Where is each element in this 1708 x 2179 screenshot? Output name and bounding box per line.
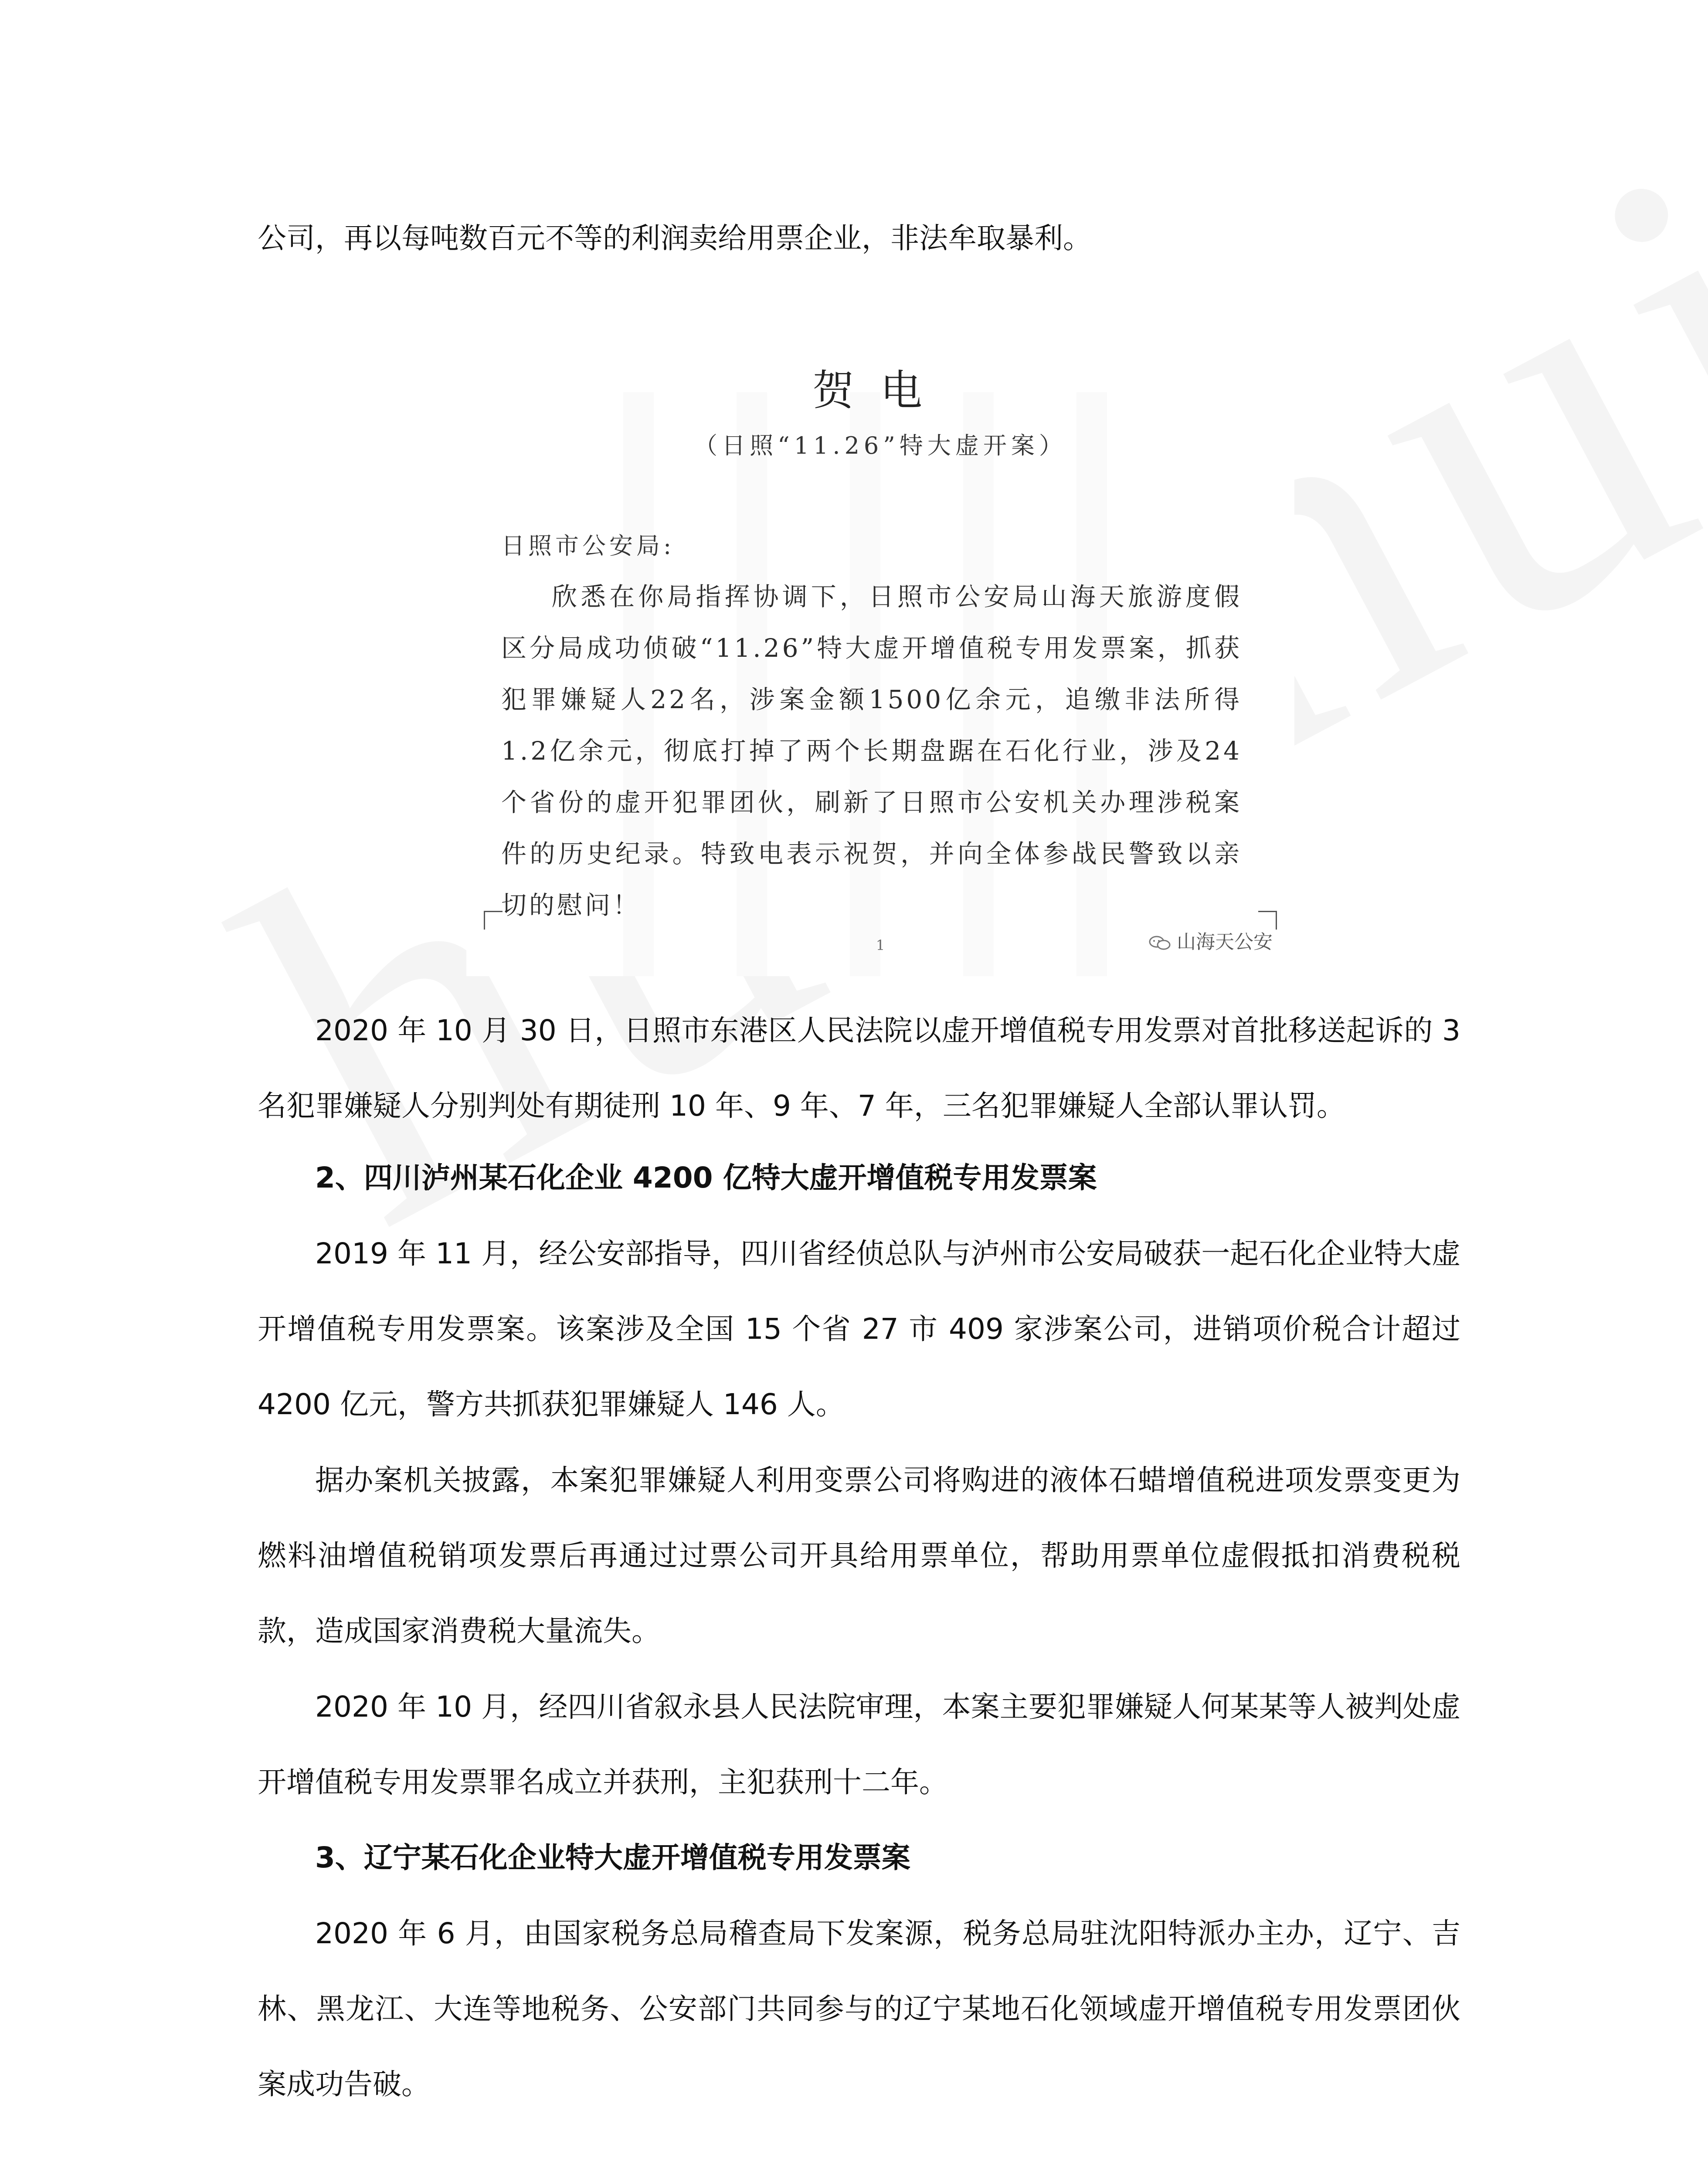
- telegram-source-label: 山海天公安: [1177, 931, 1273, 953]
- case2-paragraph-3: 2020 年 10 月，经四川省叙永县人民法院审理，本案主要犯罪嫌疑人何某某等人被判处虚开增值税专用发票罪名成立并获刑，主犯获刑十二年。: [258, 1690, 1460, 1799]
- section-heading-3: 3、辽宁某石化企业特大虚开增值税专用发票案: [315, 1841, 910, 1874]
- wechat-icon: [1148, 935, 1171, 951]
- intro-tail-paragraph: 公司，再以每吨数百元不等的利润卖给用票企业，非法牟取暴利。: [258, 221, 1092, 255]
- telegram-recipient: 日照市公安局:: [501, 532, 675, 560]
- case2-paragraph-1: 2019 年 11 月，经公安部指导，四川省经侦总队与泸州市公安局破获一起石化企业特大虚开增值税专用发票案。该案涉及全国 15 个省 27 市 409 家涉案公司，进销项价税合计超过 4200 亿元，警方共抓获犯罪嫌疑人 146 人。: [258, 1237, 1460, 1421]
- telegram-image: [466, 340, 1294, 976]
- telegram-page-number: 1: [876, 937, 885, 954]
- case2-paragraph-2: 据办案机关披露，本案犯罪嫌疑人利用变票公司将购进的液体石蜡增值税进项发票变更为燃料油增值税销项发票后再通过过票公司开具给用票单位，帮助用票单位虚假抵扣消费税税款，造成国家消费税大量流失。: [258, 1463, 1460, 1648]
- telegram-source: [1148, 926, 1273, 954]
- verdict-paragraph: 2020 年 10 月 30 日，日照市东港区人民法院以虚开增值税专用发票对首批移送起诉的 3 名犯罪嫌疑人分别判处有期徒刑 10 年、9 年、7 年，三名犯罪嫌疑人全部认罪认罚。: [258, 1014, 1460, 1123]
- corner-mark: [484, 911, 503, 930]
- case3-paragraph-1: 2020 年 6 月，由国家税务总局稽查局下发案源，税务总局驻沈阳特派办主办，辽宁、吉林、黑龙江、大连等地税务、公安部门共同参与的辽宁某地石化领域虚开增值税专用发票团伙案成功告破。: [258, 1917, 1460, 2101]
- telegram-title: 贺电: [812, 366, 948, 415]
- section-heading-2: 2、四川泸州某石化企业 4200 亿特大虚开增值税专用发票案: [315, 1161, 1097, 1195]
- telegram-subtitle: （日照“11.26”特大虚开案）: [694, 432, 1067, 459]
- telegram-body: 欣悉在你局指挥协调下，日照市公安局山海天旅游度假区分局成功侦破“11.26”特大虚开增值税专用发票案，抓获犯罪嫌疑人22名，涉案金额1500亿余元，追缴非法所得1.2亿余元，彻底打掉了两个长期盘踞在石化行业，涉及24个省份的虚开犯罪团伙，刷新了日照市公安机关办理涉税案件的历史纪录。特致电表示祝贺，并向全体参战民警致以亲切的慰问！: [501, 582, 1242, 920]
